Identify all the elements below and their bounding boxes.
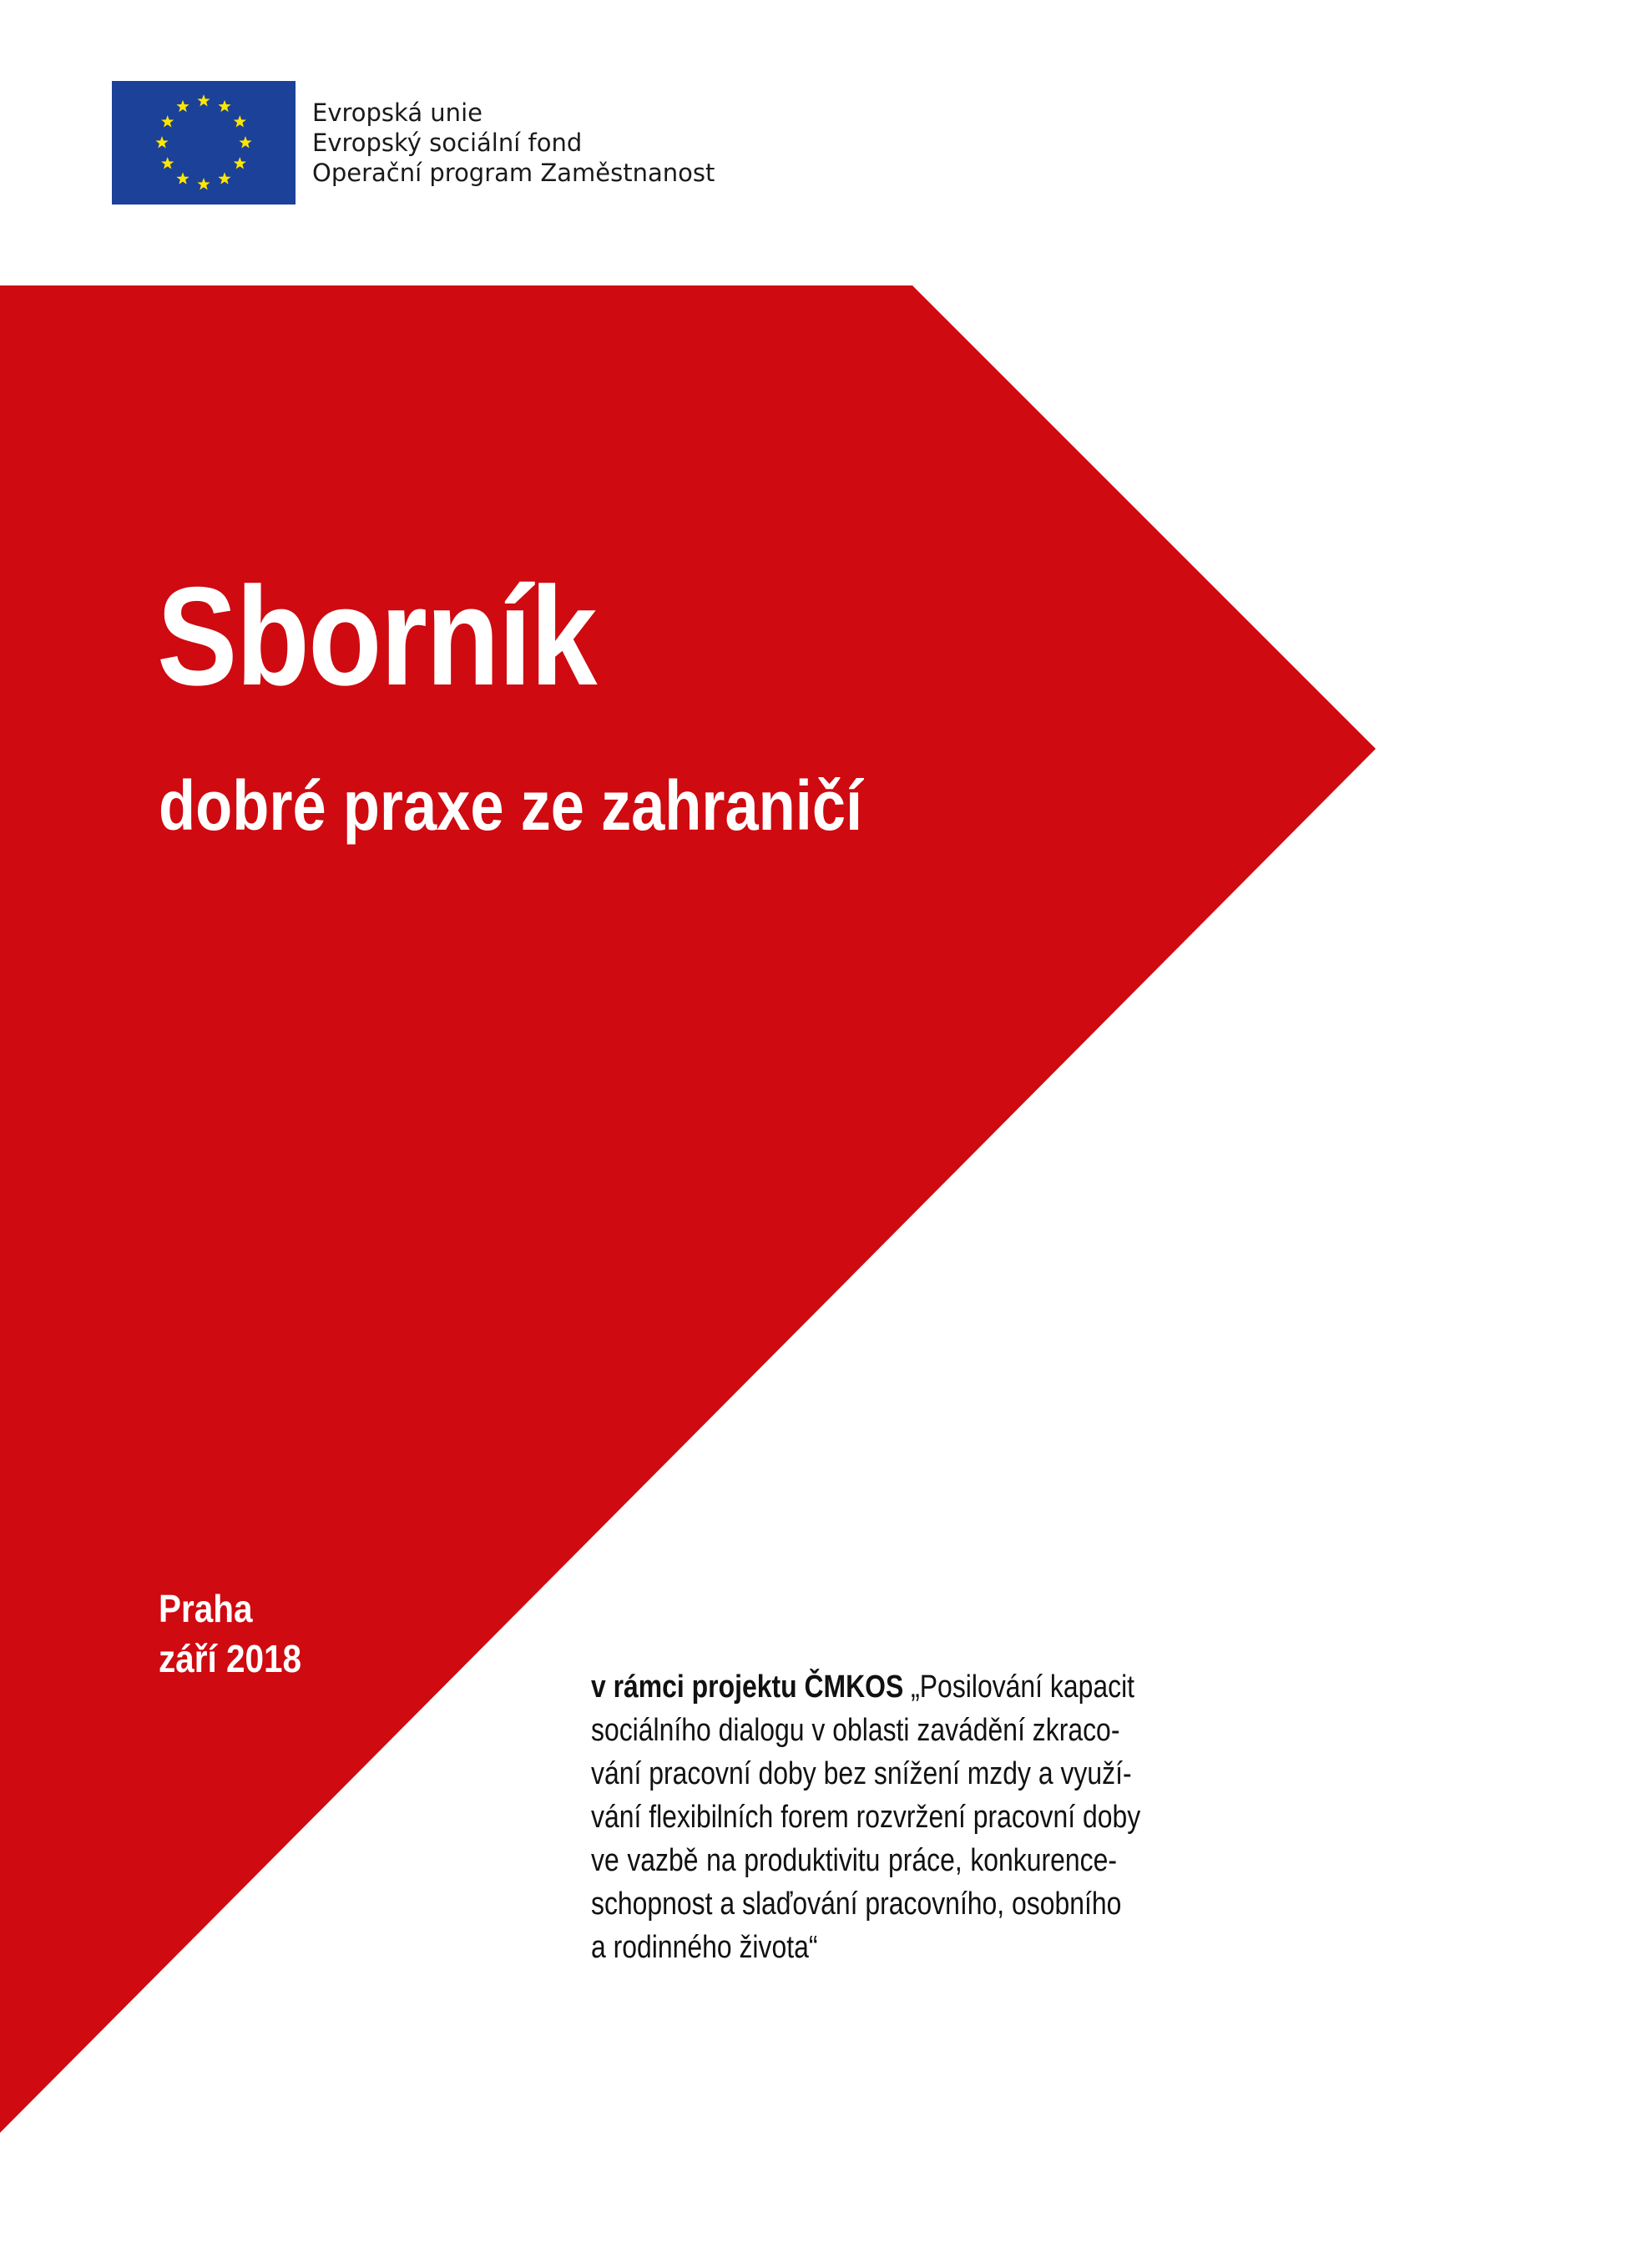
eu-line-programme: Operační program Zaměstnanost bbox=[312, 159, 715, 187]
page-title: Sborník bbox=[157, 558, 596, 715]
eu-line-fund: Evropský sociální fond bbox=[312, 129, 583, 157]
project-line-5: ve vazbě na produktivitu práce, konkurence- bbox=[591, 1843, 1117, 1878]
project-description bbox=[591, 1665, 1141, 1969]
project-line-3: vání pracovní doby bez snížení mzdy a využí- bbox=[591, 1756, 1132, 1791]
place-label: Praha bbox=[159, 1587, 253, 1630]
project-line-2: sociálního dialogu v oblasti zavádění zkraco- bbox=[591, 1713, 1120, 1748]
eu-funding-text bbox=[312, 98, 715, 188]
place-date-block bbox=[159, 1584, 301, 1684]
project-line-1 bbox=[591, 1665, 1135, 1709]
project-line-1-text: „Posilování kapacit bbox=[903, 1669, 1135, 1705]
project-lead: v rámci projektu ČMKOS bbox=[591, 1669, 904, 1705]
page-subtitle: dobré praxe ze zahraničí bbox=[159, 766, 863, 845]
project-line-6: schopnost a slaďování pracovního, osobního bbox=[591, 1887, 1122, 1922]
project-line-4: vání flexibilních forem rozvržení pracovní doby bbox=[591, 1800, 1141, 1835]
eu-flag-icon bbox=[112, 81, 296, 205]
date-label: září 2018 bbox=[159, 1637, 302, 1680]
project-line-7: a rodinného života“ bbox=[591, 1930, 818, 1965]
eu-line-union: Evropská unie bbox=[312, 98, 482, 127]
eu-header bbox=[112, 81, 715, 205]
